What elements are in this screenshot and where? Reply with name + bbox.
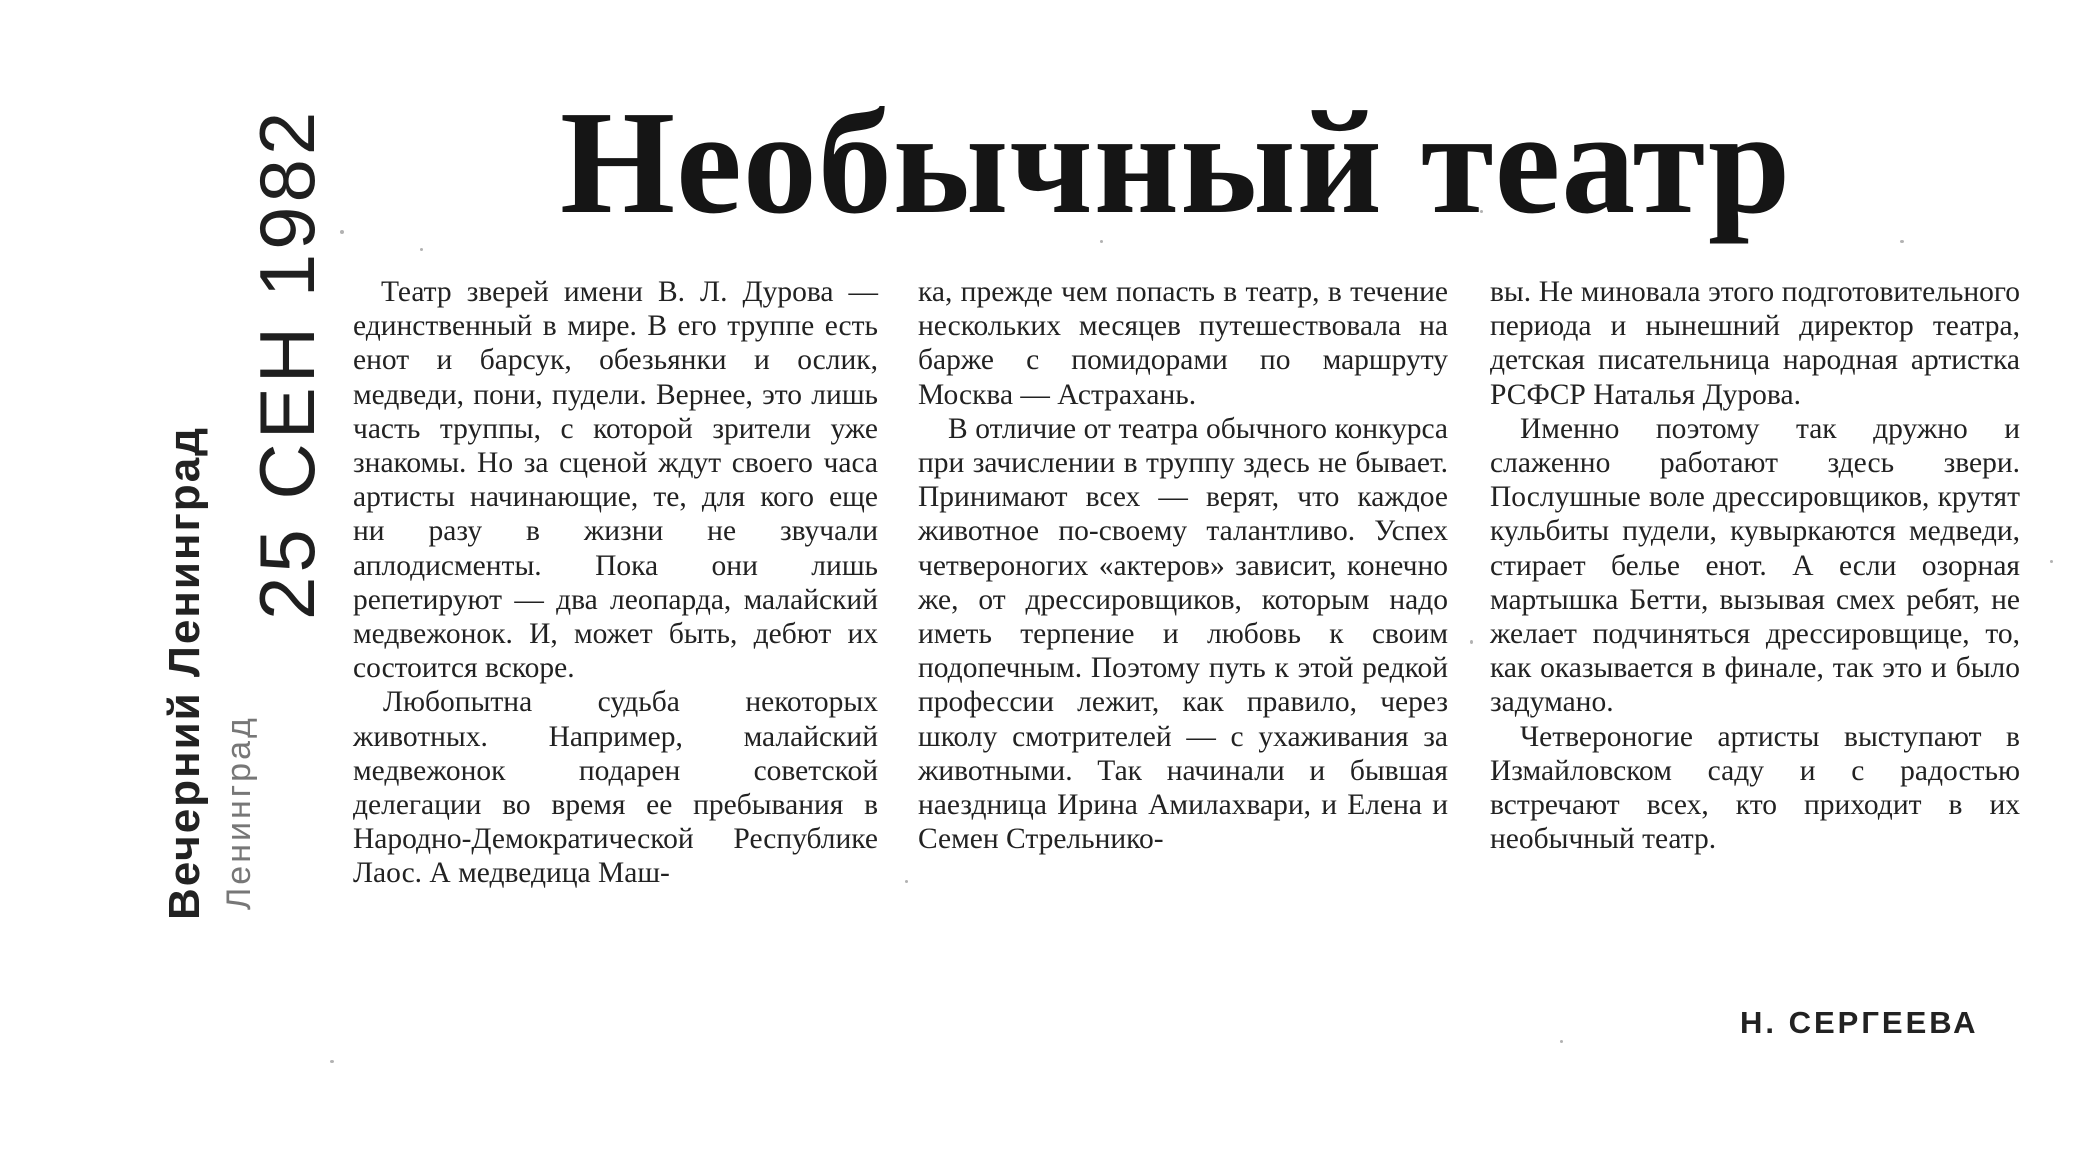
speck (2050, 560, 2053, 563)
speck (905, 880, 908, 883)
speck (1560, 1040, 1563, 1043)
article-column-1 (353, 275, 878, 891)
stamp-date: 25 СЕН 1982 (243, 107, 331, 620)
paragraph: Любопытна судьба некоторых животных. Например, малайский медвежонок подарен советской делегации во время ее пребывания в Народно-Демократической Республике Лаос. А медведица Маш- (353, 686, 878, 890)
stamp-newspaper-name: Вечерний Ленинград (160, 425, 209, 920)
stamp-city: Ленинград (220, 715, 258, 910)
speck (1470, 640, 1473, 644)
speck (420, 248, 423, 251)
paragraph: Театр зверей имени В. Л. Дурова — единственный в мире. В его труппе есть енот и барсук, обезьянки и ослик, медведи, пони, пудели. Вернее, это лишь часть труппы, с которой зрители уже знакомы. Но за сценой ждут своего часа артисты начинающие, те, для кого еще ни разу в жизни не звучали аплодисменты. Пока они лишь репетируют — два леопарда, малайский медвежонок. И, может быть, дебют их состоится вскоре. (353, 276, 878, 685)
paragraph: Четвероногие артисты выступают в Измайловском саду и с радостью встречают всех, кто приходит в их необычный театр. (1490, 720, 2020, 856)
speck (330, 1060, 334, 1063)
speck (1900, 240, 1904, 243)
headline: Необычный театр (560, 81, 1792, 245)
paragraph: ка, прежде чем попасть в театр, в течение нескольких месяцев путешествовала на барже с помидорами по маршруту Москва — Астрахань. (918, 276, 1448, 411)
author-signature: Н. СЕРГЕЕВА (1740, 1005, 1979, 1040)
paragraph: В отличие от театра обычного конкурса при зачислении в труппу здесь не бывает. Принимают всех — верят, что каждое животное по-своему талантливо. Успех четвероногих «актеров» зависит, конечно же, от дрессировщиков, которым надо иметь терпение и любовь к своим подопечным. Поэтому путь к этой редкой профессии лежит, как правило, через школу смотрителей — с ухаживания за животными. Так начинали и бывшая наездница Ирина Амилахвари, и Елена и Семен Стрельнико- (918, 412, 1448, 856)
paragraph: Именно поэтому так дружно и слаженно работают здесь звери. Послушные воле дрессировщиков, крутят кульбиты пудели, кувыркаются медведи, стирает белье енот. А если озорная мартышка Бетти, вызывая смех ребят, не желает подчиняться дрессировщице, то, как оказывается в финале, так это и было задумано. (1490, 412, 2020, 719)
article-column-3 (1490, 275, 2020, 856)
paragraph: вы. Не миновала этого подготовительного периода и нынешний директор театра, детская писательница народная артистка РСФСР Наталья Дурова. (1490, 276, 2020, 411)
article-column-2 (918, 275, 1448, 856)
